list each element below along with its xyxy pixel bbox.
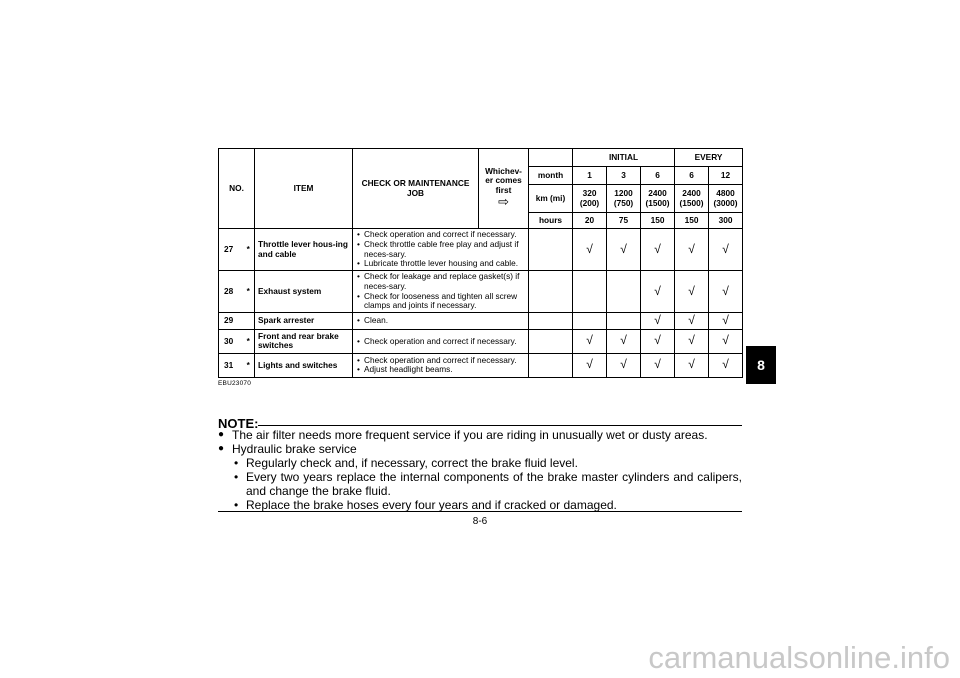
hours-value: 150 <box>641 213 675 229</box>
table-row <box>219 353 743 377</box>
check-mark: √ <box>641 313 675 330</box>
job-line: • Clean. <box>356 316 525 326</box>
header-initial: INITIAL <box>573 149 675 167</box>
note-subitem: • Every two years replace the internal components of the brake master cylinders and calipers, and change the brake fluid. <box>218 470 742 498</box>
hours-value: 75 <box>607 213 641 229</box>
hours-value: 300 <box>709 213 743 229</box>
job-line: • Check operation and correct if necessary. <box>356 337 525 347</box>
header-item: ITEM <box>255 149 353 229</box>
table-row <box>219 313 743 330</box>
hours-value: 150 <box>675 213 709 229</box>
row-star: * <box>243 353 255 377</box>
check-mark: √ <box>675 229 709 271</box>
job-line: • Check for looseness and tighten all screw clamps and joints if necessary. <box>356 292 525 311</box>
job-line: • Lubricate throttle lever housing and cable. <box>356 259 525 269</box>
row-number: 28 <box>219 271 243 313</box>
row-number: 29 <box>219 313 243 330</box>
check-mark: √ <box>607 353 641 377</box>
row-number: 30 <box>219 329 243 353</box>
month-value: 1 <box>573 167 607 185</box>
km-value: 2400 (1500) <box>675 185 709 213</box>
check-mark: √ <box>573 329 607 353</box>
section-code: EBU23070 <box>218 380 252 387</box>
header-no: NO. <box>219 149 255 229</box>
month-value: 3 <box>607 167 641 185</box>
table-row <box>219 271 743 313</box>
note-subitem: • Regularly check and, if necessary, correct the brake fluid level. <box>218 456 742 470</box>
job-line: • Adjust headlight beams. <box>356 365 525 375</box>
row-job <box>353 313 529 330</box>
check-mark: √ <box>709 271 743 313</box>
row-job <box>353 271 529 313</box>
month-value: 6 <box>675 167 709 185</box>
header-km: km (mi) <box>529 185 573 213</box>
header-hours: hours <box>529 213 573 229</box>
month-value: 6 <box>641 167 675 185</box>
table-row <box>219 229 743 271</box>
row-job <box>353 353 529 377</box>
header-month: month <box>529 167 573 185</box>
row-job <box>353 229 529 271</box>
check-mark: √ <box>675 353 709 377</box>
km-value: 1200 (750) <box>607 185 641 213</box>
note-divider <box>258 425 742 426</box>
row-star: * <box>243 271 255 313</box>
row-job <box>353 329 529 353</box>
row-item: Front and rear brake switches <box>255 329 353 353</box>
row-star <box>243 313 255 330</box>
check-mark: √ <box>607 229 641 271</box>
table-row <box>219 329 743 353</box>
job-line: • Check operation and correct if necessary. <box>356 230 525 240</box>
check-mark: √ <box>709 229 743 271</box>
page-number: 8-6 <box>472 516 488 527</box>
watermark: carmanualsonline.info <box>648 640 950 675</box>
check-mark <box>607 313 641 330</box>
row-item: Spark arrester <box>255 313 353 330</box>
check-mark: √ <box>675 271 709 313</box>
header-every: EVERY <box>675 149 743 167</box>
header-whichever <box>479 149 529 229</box>
section-tab: 8 <box>746 346 776 384</box>
check-mark <box>607 271 641 313</box>
note-body <box>218 428 742 512</box>
km-value: 4800 (3000) <box>709 185 743 213</box>
note-item: ● The air filter needs more frequent service if you are riding in unusually wet or dusty areas. <box>218 428 742 442</box>
note-subitem: • Replace the brake hoses every four years and if cracked or damaged. <box>218 498 742 512</box>
job-line: • Check throttle cable free play and adjust if neces-sary. <box>356 240 525 259</box>
check-mark <box>573 313 607 330</box>
check-mark: √ <box>675 329 709 353</box>
check-mark: √ <box>641 353 675 377</box>
check-mark: √ <box>573 229 607 271</box>
maintenance-table <box>218 148 743 378</box>
note-heading: NOTE: <box>218 416 259 431</box>
whichever-label: Whichev-er comes first <box>485 165 522 195</box>
hours-value: 20 <box>573 213 607 229</box>
check-mark: √ <box>573 353 607 377</box>
row-item: Exhaust system <box>255 271 353 313</box>
check-mark <box>573 271 607 313</box>
check-mark: √ <box>709 313 743 330</box>
row-item: Lights and switches <box>255 353 353 377</box>
check-mark: √ <box>641 329 675 353</box>
km-value: 320 (200) <box>573 185 607 213</box>
row-star: * <box>243 229 255 271</box>
check-mark: √ <box>675 313 709 330</box>
check-mark: √ <box>641 271 675 313</box>
check-mark: √ <box>709 329 743 353</box>
check-mark: √ <box>709 353 743 377</box>
note-item: ● Hydraulic brake service <box>218 442 742 456</box>
header-job: CHECK OR MAINTENANCE JOB <box>353 149 479 229</box>
km-value: 2400 (1500) <box>641 185 675 213</box>
bottom-divider <box>218 511 742 512</box>
job-line: • Check operation and correct if necessary. <box>356 356 525 366</box>
arrow-right-icon: ⇨ <box>498 194 509 210</box>
row-item: Throttle lever hous-ing and cable <box>255 229 353 271</box>
check-mark: √ <box>641 229 675 271</box>
row-number: 27 <box>219 229 243 271</box>
check-mark: √ <box>607 329 641 353</box>
row-number: 31 <box>219 353 243 377</box>
job-line: • Check for leakage and replace gasket(s) if neces-sary. <box>356 272 525 291</box>
row-star: * <box>243 329 255 353</box>
month-value: 12 <box>709 167 743 185</box>
